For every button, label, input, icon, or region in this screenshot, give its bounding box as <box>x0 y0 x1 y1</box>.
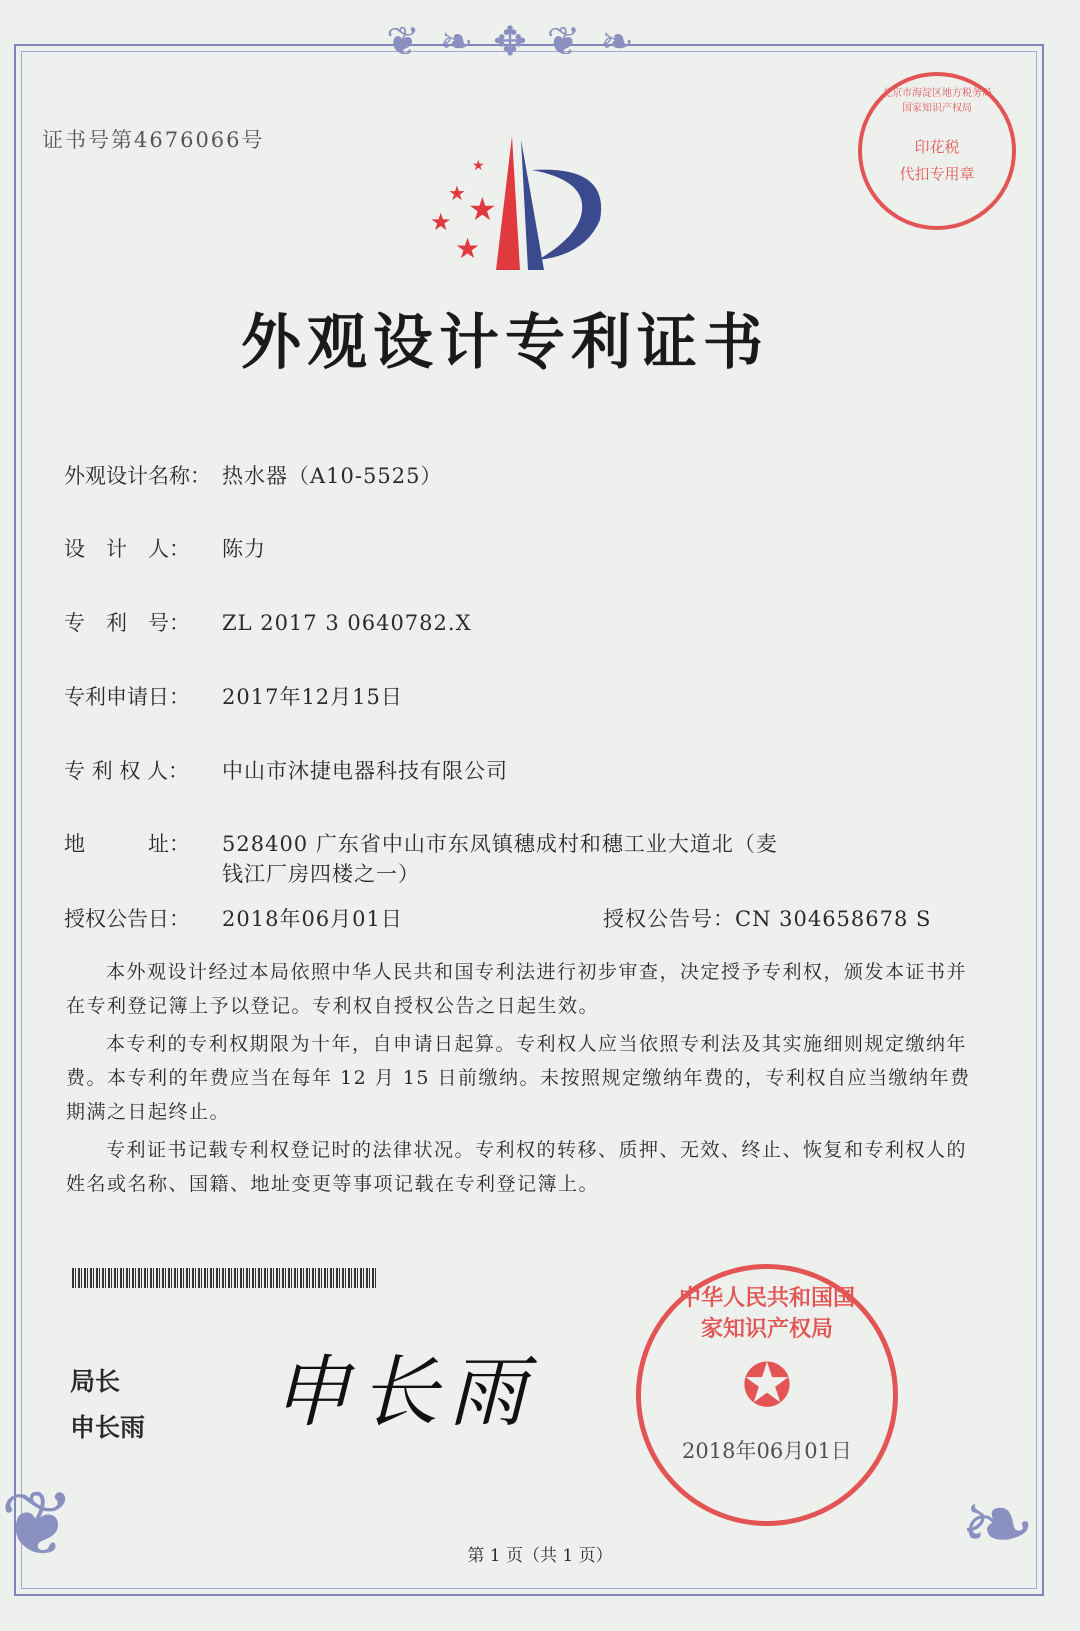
page-number: 第 1 页（共 1 页） <box>467 1546 613 1566</box>
field-patent-number: 专 利 号： ZL 2017 3 0640782.X <box>64 611 472 635</box>
barcode <box>72 1268 376 1288</box>
field-address: 地 址： 528400 广东省中山市东凤镇穗成村和穗工业大道北（麦 钱江厂房四楼之一） <box>64 832 778 886</box>
paragraph-grant: 本外观设计经过本局依照中华人民共和国专利法进行初步审查，决定授予专利权，颁发本证书并在专利登记簿上予以登记。专利权自授权公告之日起生效。 <box>66 961 968 1017</box>
top-ornament: ❦❧✥❦❧ <box>386 19 654 65</box>
certificate-number: 证书号第4676066号 <box>42 128 265 152</box>
field-design-name: 外观设计名称： 热水器（A10-5525） <box>64 464 443 488</box>
field-patentee: 专 利 权 人： 中山市沐捷电器科技有限公司 <box>64 759 508 783</box>
svg-text:★: ★ <box>468 190 497 228</box>
corner-ornament-right: ❧ <box>960 1472 1036 1577</box>
paragraph-legal-status: 专利证书记载专利权登记时的法律状况。专利权的转移、质押、无效、终止、恢复和专利权人的姓名或名称、国籍、地址变更等事项记载在专利登记簿上。 <box>66 1139 968 1195</box>
official-seal: 中华人民共和国国家知识产权局 ✪ 2018年06月01日 <box>636 1264 898 1526</box>
corner-ornament-left: ❦ <box>0 1472 76 1577</box>
cnipa-logo <box>420 130 620 275</box>
certificate-title: 外观设计专利证书 <box>241 308 769 378</box>
director-title: 局长 <box>70 1367 121 1396</box>
svg-text:★: ★ <box>448 181 466 205</box>
director-signature: 申长雨 <box>272 1348 537 1438</box>
field-grant-date: 授权公告日： 2018年06月01日 <box>64 907 403 931</box>
svg-text:★: ★ <box>455 232 481 265</box>
svg-text:★: ★ <box>472 158 485 174</box>
national-emblem-icon: ✪ <box>741 1351 793 1421</box>
director-name: 申长雨 <box>70 1413 146 1442</box>
field-filing-date: 专利申请日： 2017年12月15日 <box>64 685 403 709</box>
field-designer: 设 计 人： 陈力 <box>64 537 266 561</box>
tax-stamp: 北京市海淀区地方税务局 国家知识产权局 印花税 代扣专用章 <box>858 72 1016 230</box>
svg-text:★: ★ <box>430 208 452 236</box>
paragraph-term: 本专利的专利权期限为十年，自申请日起算。专利权人应当依照专利法及其实施细则规定缴纳年费。本专利的年费应当在每年 12 月 15 日前缴纳。未按照规定缴纳年费的，专利权自应当缴纳年费期满之日起终止。 <box>66 1033 971 1123</box>
field-announcement-number: 授权公告号：CN 304658678 S <box>603 907 932 931</box>
